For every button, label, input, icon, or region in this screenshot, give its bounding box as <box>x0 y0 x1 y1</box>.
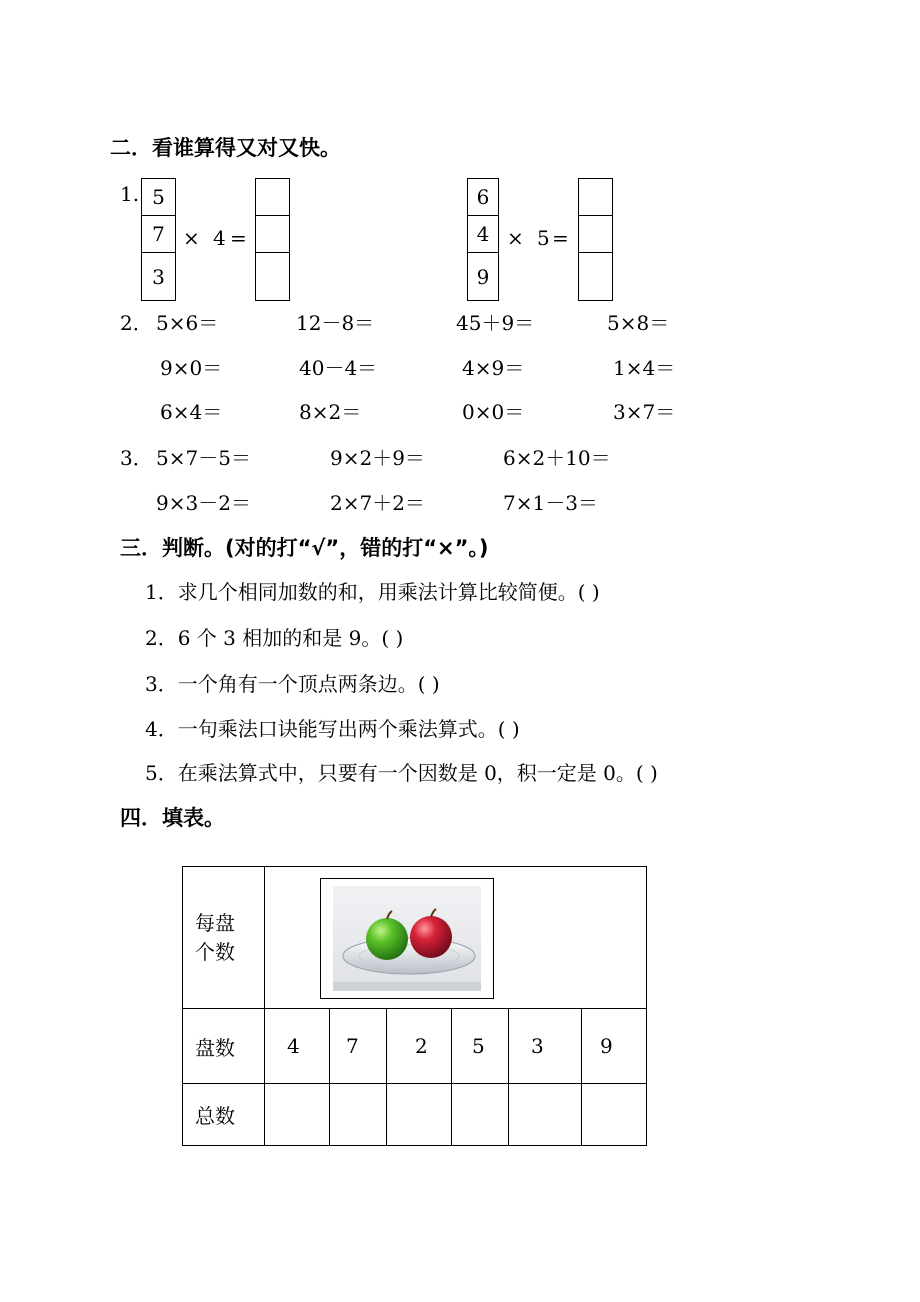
q1-right-input-0: 6 <box>476 185 490 209</box>
plate-count: 5 <box>452 1009 509 1084</box>
plate-shape <box>343 938 475 974</box>
total-answer-cell[interactable] <box>387 1084 452 1146</box>
q1-left-answer-cell[interactable] <box>256 215 289 252</box>
q2-expr: 1×4＝ <box>613 356 676 380</box>
q1-right-input-1: 4 <box>468 215 498 252</box>
q1-left-answer-cell[interactable] <box>256 179 289 215</box>
q2-expr: 12－8＝ <box>296 311 375 335</box>
q3-expr: 5×7－5＝ <box>156 446 251 470</box>
judgement-item: 4．一句乘法口诀能写出两个乘法算式。( ) <box>145 717 520 741</box>
q1-left-equals: = <box>230 226 247 250</box>
q1-right-input-2: 9 <box>468 252 498 300</box>
q2-expr: 4×9＝ <box>462 356 525 380</box>
judgement-item: 5．在乘法算式中，只要有一个因数是 0，积一定是 0。( ) <box>145 761 658 785</box>
q2-expr: 40－4＝ <box>299 356 378 380</box>
q2-expr: 6×4＝ <box>160 400 223 424</box>
q1-left-operator: × <box>183 226 200 250</box>
q2-expr: 45＋9＝ <box>456 311 535 335</box>
q1-left-answer-column <box>255 178 290 301</box>
q1-right-answer-cell[interactable] <box>579 252 612 300</box>
q1-left-input-2: 3 <box>142 252 175 300</box>
row-label-per-plate-text: 每盘 个数 <box>195 910 235 964</box>
q2-expr: 3×7＝ <box>613 400 676 424</box>
q3-expr: 7×1－3＝ <box>503 491 598 515</box>
green-apple <box>366 918 408 960</box>
q2-expr: 0×0＝ <box>462 400 525 424</box>
plate-count: 4 <box>265 1009 330 1084</box>
plate-count: 3 <box>509 1009 582 1084</box>
q2-expr: 8×2＝ <box>299 400 362 424</box>
row-label-per-plate <box>183 867 265 1009</box>
q1-number: 1. <box>120 182 140 206</box>
plate-count: 9 <box>582 1009 647 1084</box>
q1-right-equals: = <box>552 226 569 250</box>
row-label-total: 总数 <box>183 1084 265 1146</box>
q2-number: 2． <box>120 311 153 335</box>
plate-count: 2 <box>387 1009 452 1084</box>
plate-count: 7 <box>330 1009 387 1084</box>
q2-expr: 9×0＝ <box>160 356 223 380</box>
q1-right-answer-cell[interactable] <box>579 179 612 215</box>
q1-right-input-column <box>467 178 499 301</box>
apples-on-plate-illustration <box>333 886 481 991</box>
q2-expr: 5×8＝ <box>607 311 670 335</box>
q1-left-input-0: 5 <box>152 185 165 209</box>
q1-right-operator: × <box>507 226 524 250</box>
q1-left-input-column <box>141 178 176 301</box>
judgement-item: 1．求几个相同加数的和，用乘法计算比较简便。( ) <box>145 580 600 604</box>
q3-number: 3． <box>120 446 153 470</box>
q3-expr: 9×2＋9＝ <box>330 446 425 470</box>
total-answer-cell[interactable] <box>265 1084 330 1146</box>
q1-right-answer-column <box>578 178 613 301</box>
section-3-title: 三．判断。(对的打“√”，错的打“×”。) <box>120 536 489 560</box>
q3-expr: 2×7＋2＝ <box>330 491 425 515</box>
apple-picture-frame <box>320 878 494 999</box>
q1-left-answer-cell[interactable] <box>256 252 289 300</box>
q3-expr: 9×3－2＝ <box>156 491 251 515</box>
q2-expr: 5×6＝ <box>156 311 219 335</box>
apple-picture <box>333 886 481 991</box>
total-answer-cell[interactable] <box>452 1084 509 1146</box>
judgement-item: 3．一个角有一个顶点两条边。( ) <box>145 672 440 696</box>
q1-right-answer-cell[interactable] <box>579 215 612 252</box>
q3-expr: 6×2＋10＝ <box>503 446 611 470</box>
total-answer-cell[interactable] <box>509 1084 582 1146</box>
judgement-item: 2．6 个 3 相加的和是 9。( ) <box>145 626 404 650</box>
red-apple <box>410 916 452 958</box>
total-answer-cell[interactable] <box>582 1084 647 1146</box>
q1-left-input-1: 7 <box>142 215 175 252</box>
section-2-title: 二．看谁算得又对又快。 <box>110 136 341 160</box>
q1-left-multiplier: 4 <box>213 226 226 250</box>
q1-right-multiplier: 5 <box>537 226 550 250</box>
section-4-title: 四．填表。 <box>120 806 225 830</box>
total-answer-cell[interactable] <box>330 1084 387 1146</box>
row-label-plates: 盘数 <box>183 1009 265 1084</box>
